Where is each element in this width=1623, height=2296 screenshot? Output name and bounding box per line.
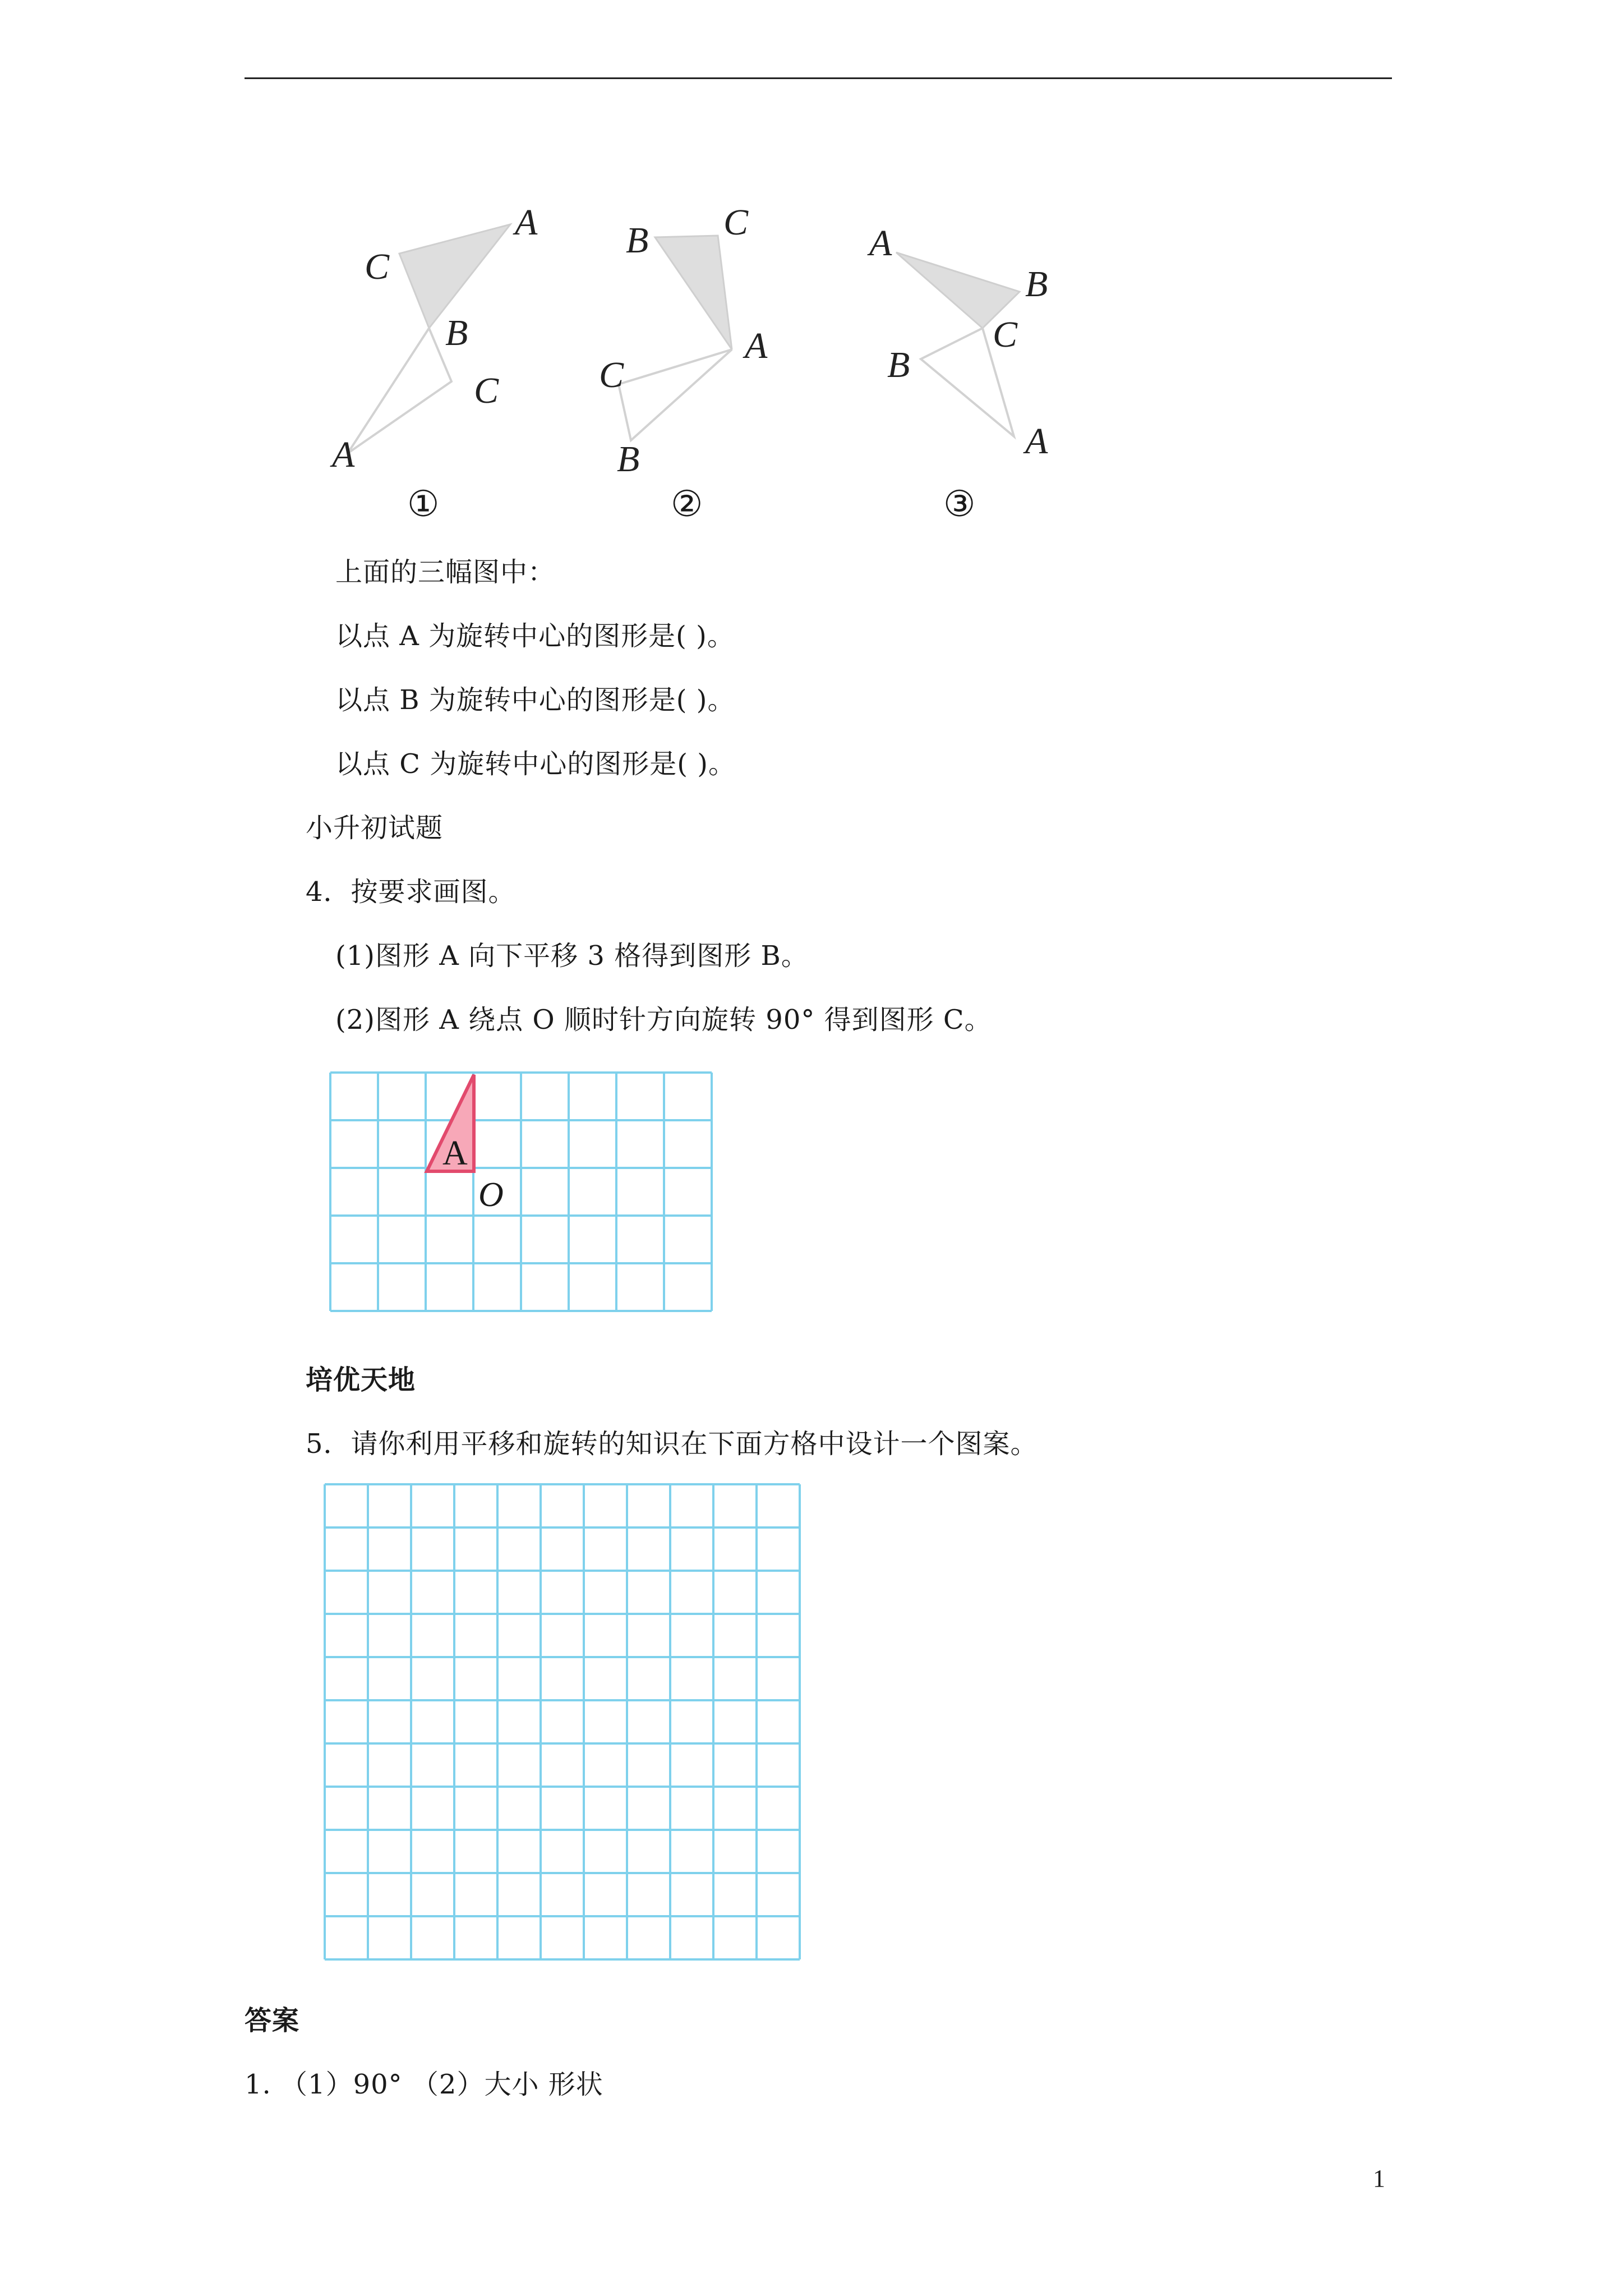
figure-3-label-a2: A (1025, 421, 1048, 462)
figure-1-label-c1: C (365, 246, 390, 287)
answer-line-1: 1. （1）90° （2）大小 形状 (245, 2069, 603, 2100)
question4-part1: (1)图形 A 向下平移 3 格得到图形 B。 (335, 940, 809, 972)
figure-2-label-a: A (745, 325, 768, 366)
question5-grid-lines (325, 1484, 800, 1959)
figure-1-label-c2: C (474, 370, 499, 411)
figure-3 (867, 223, 1048, 462)
question4-grid-lines (330, 1073, 712, 1311)
figure-3-label-b2: B (887, 344, 910, 385)
figure-3-label-c: C (993, 314, 1018, 355)
figure-3-label-b1: B (1025, 264, 1048, 305)
figure-2-number: ② (671, 484, 703, 524)
rotation-figures (0, 0, 1623, 539)
figure-1 (330, 202, 538, 475)
shape-a-label: A (442, 1134, 468, 1172)
question4-grid (328, 1070, 721, 1323)
section-xiaoshengchu: 小升初试题 (306, 812, 444, 844)
question3-line-b: 以点 B 为旋转中心的图形是( )。 (335, 684, 735, 716)
question4-part2: (2)图形 A 绕点 O 顺时针方向旋转 90° 得到图形 C。 (335, 1004, 992, 1036)
figure-2-label-b2: B (617, 439, 640, 480)
figure-1-label-a1: A (515, 202, 538, 243)
question5-title: 5．请你利用平移和旋转的知识在下面方格中设计一个图案。 (306, 1428, 1038, 1460)
question4-title: 4．按要求画图。 (306, 876, 516, 908)
figure-2 (599, 202, 768, 480)
question3-line-c: 以点 C 为旋转中心的图形是( )。 (335, 748, 736, 780)
figure-2-label-c1: C (723, 202, 749, 243)
figure-2-rotated-triangle (619, 349, 732, 440)
figure-3-number: ③ (943, 484, 976, 524)
figure-1-label-a2: A (332, 434, 355, 475)
page-number: 1 (1373, 2165, 1385, 2192)
figure-1-label-b: B (445, 312, 468, 353)
figure-3-label-a1: A (869, 223, 892, 264)
figure-1-number: ① (407, 484, 440, 524)
answers-heading: 答案 (245, 2005, 300, 2036)
section-peiyou-tiandi: 培优天地 (306, 1364, 416, 1396)
figure-2-label-b1: B (626, 220, 649, 261)
figure-2-label-c2: C (599, 355, 624, 395)
question3-intro: 上面的三幅图中： (335, 556, 556, 588)
figure-2-shaded-triangle (655, 236, 732, 349)
question5-grid (322, 1482, 805, 1976)
question3-line-a: 以点 A 为旋转中心的图形是( )。 (335, 620, 735, 652)
figure-1-rotated-triangle (348, 328, 451, 453)
center-o-label: O (478, 1176, 504, 1214)
